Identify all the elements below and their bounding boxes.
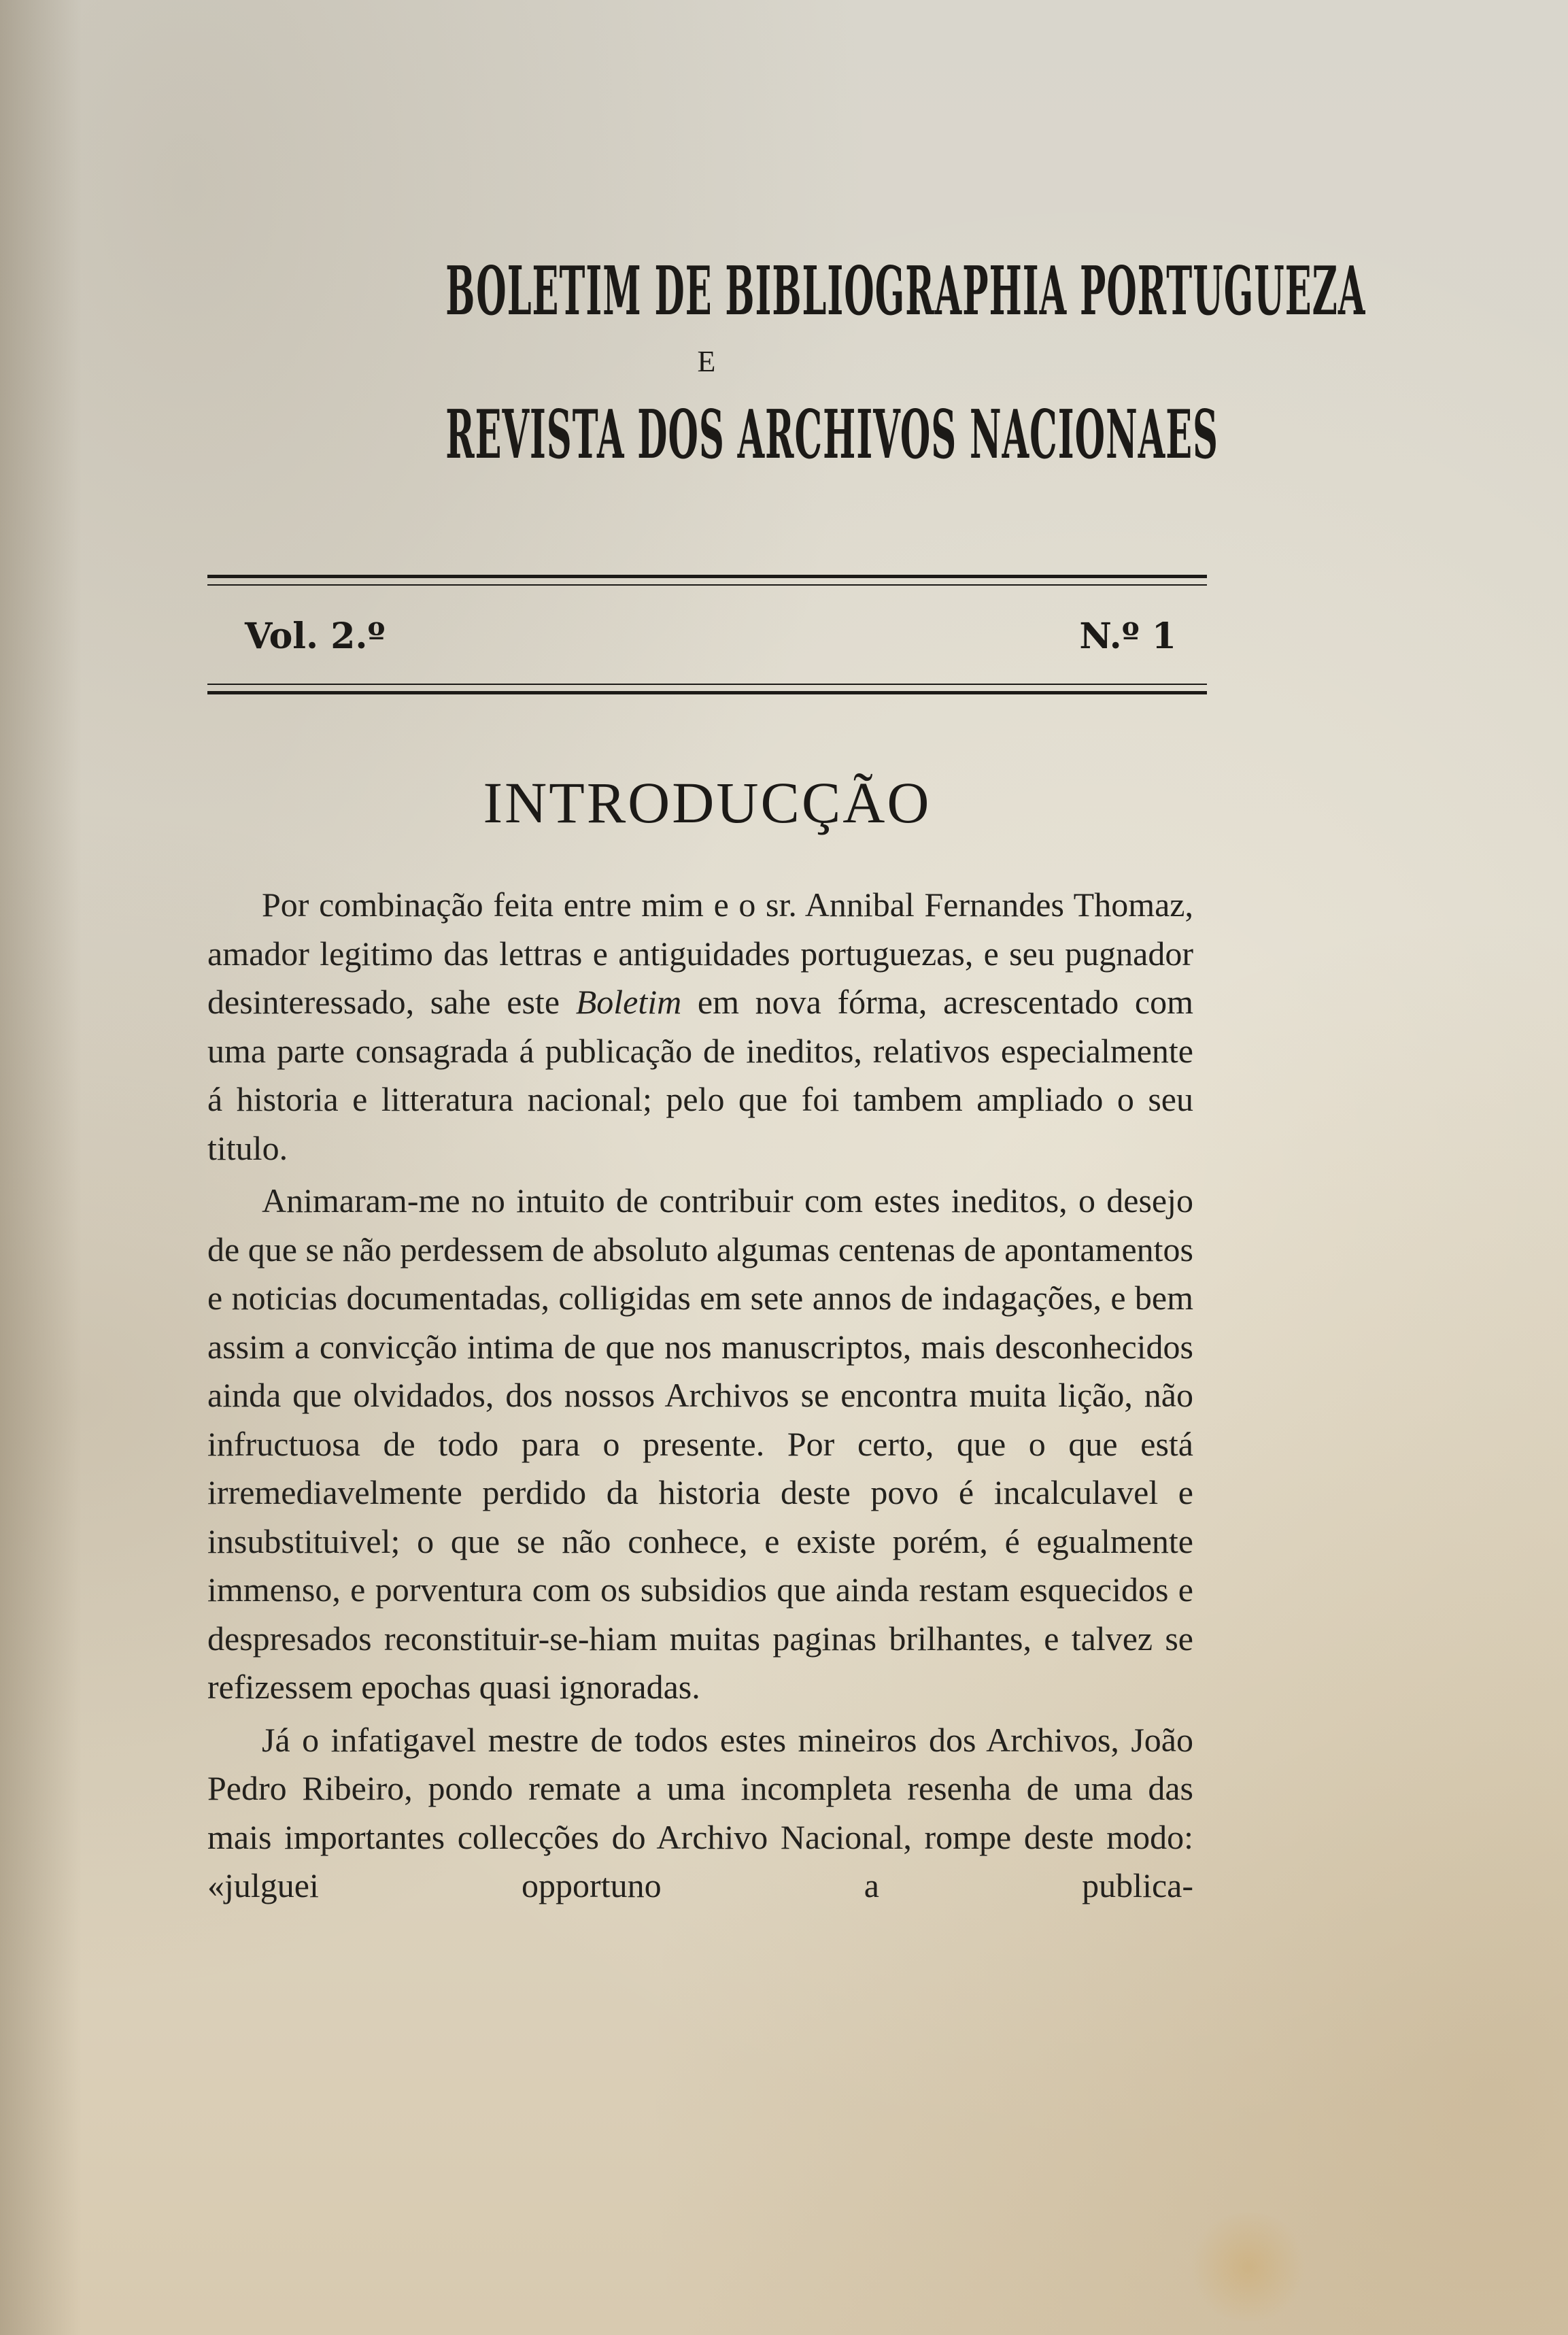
section-title: INTRODUCÇÃO [483,770,932,835]
paragraph-2: Animaram-me no intuito de contribuir com estes ineditos, o desejo de que se não perdessem de absoluto algumas centenas de apontamentos e noticias documentadas, colligidas em sete annos de indagações, e bem assim a convicção intima de que nos manuscriptos, mais desconhecidos ainda que olvidados, dos nossos Archivos se encontra muita lição, não infructuosa de todo para o presente. Por certo, que o que está irremediavelmente perdido da historia deste povo é incalculavel e insubstituivel; o que se não conhece, e existe porém, é egualmente immenso, e porventura com os subsidios que ainda restam esquecidos e despresados reconstituir-se-hiam muitas paginas brilhantes, e talvez se refizessem epochas quasi ignoradas. [207,1181,1193,1706]
masthead [204,252,1366,474]
title-conjunction: E [697,345,717,378]
issue-row [245,616,1176,657]
paper-stain [1187,2213,1310,2321]
paragraph-1: Por combinação feita entre mim e o sr. Annibal Fernandes Thomaz, amador legitimo das lettras e antiguidades portuguezas, e seu pugnador desinteressado, sahe este Boletim em nova fórma, acrescentado com uma parte consagrada á publicação de ineditos, relativos especialmente á historia e litteratura nacional; pelo que foi tambem ampliado o seu titulo. [207,886,1193,1167]
volume-label: Vol. 2.º [245,616,386,657]
paragraph-3: Já o infatigavel mestre de todos estes mineiros dos Archivos, João Pedro Ribeiro, pondo remate a uma incompleta resenha de uma das mais importantes collecções do Archivo Nacional, rompe deste modo: «julguei opportuno a publica- [207,1720,1193,1904]
boletim-italic: Boletim [575,983,682,1021]
bottom-double-rule [207,684,1207,694]
top-double-rule [207,575,1207,586]
number-label: N.º 1 [1079,616,1176,657]
page-edge-shadow [0,0,82,2335]
title-line-1: BOLETIM DE BIBLIOGRAPHIA PORTUGUEZA [445,252,1366,331]
body-text [207,881,1193,1915]
title-line-2: REVISTA DOS ARCHIVOS NACIONAES [445,396,1218,474]
